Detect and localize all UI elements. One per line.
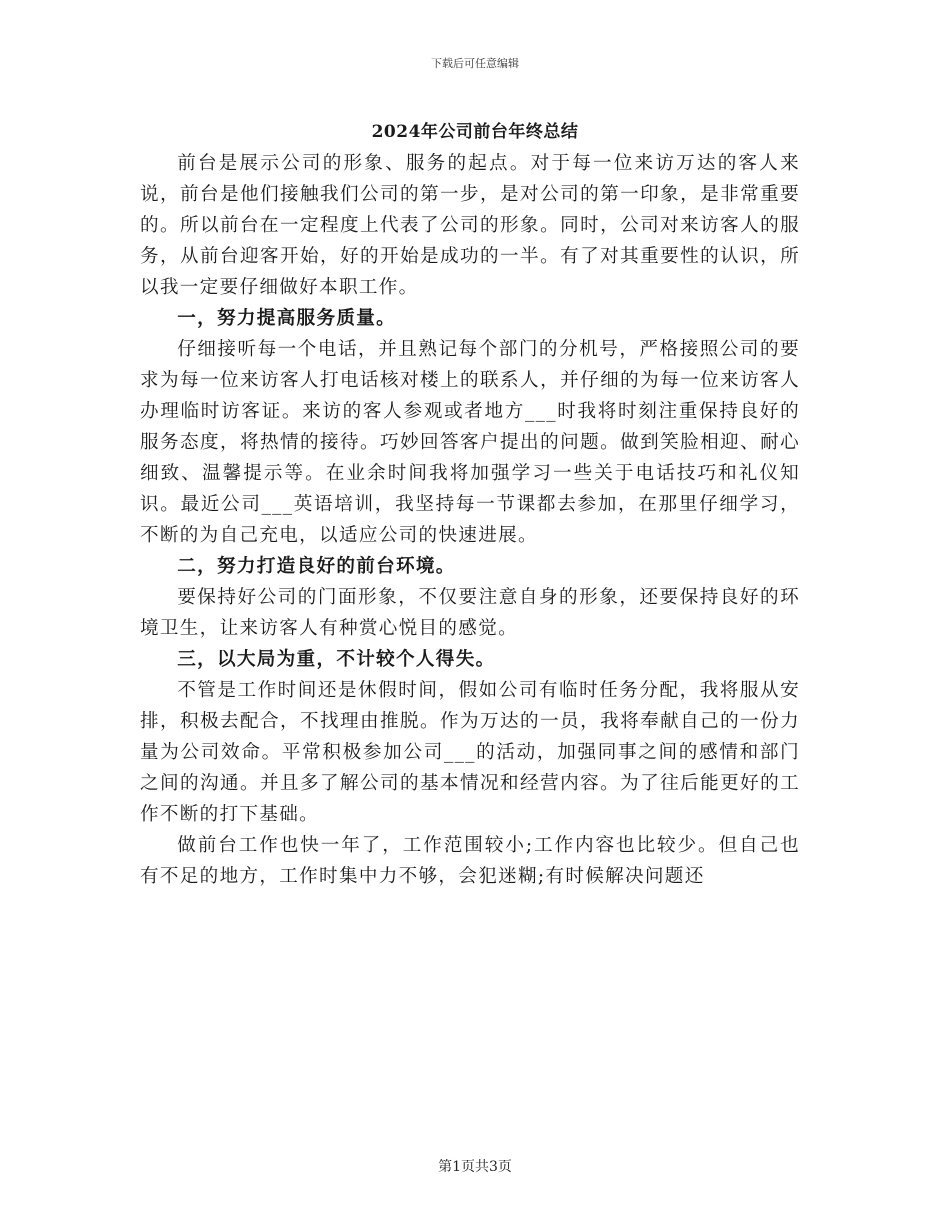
paragraph-section-2: 要保持好公司的门面形象，不仅要注意自身的形象，还要保持良好的环境卫生，让来访客人有种赏心悦目的感觉。: [140, 587, 800, 639]
paragraph-section-1: 仔细接听每一个电话，并且熟记每个部门的分机号，严格接照公司的要求为每一位来访客人打电话核对楼上的联系人，并仔细的为每一位来访客人办理临时访客证。来访的客人参观或者地方___时我将时刻注重保持良好的服务态度，将热情的接待。巧妙回答客户提出的问题。做到笑脸相迎、耐心细致、温馨提示等。在业余时间我将加强学习一些关于电话技巧和礼仪知识。最近公司___英语培训，我坚持每一节课都去参加，在那里仔细学习，不断的为自己充电，以适应公司的快速进展。: [140, 339, 800, 546]
document-body: [140, 148, 800, 892]
paragraph-intro: 前台是展示公司的形象、服务的起点。对于每一位来访万达的客人来说，前台是他们接触我们公司的第一步，是对公司的第一印象，是非常重要的。所以前台在一定程度上代表了公司的形象。同时，公司对来访客人的服务，从前台迎客开始，好的开始是成功的一半。有了对其重要性的认识，所以我一定要仔细做好本职工作。: [140, 153, 800, 298]
paragraph-closing: 做前台工作也快一年了，工作范围较小;工作内容也比较少。但自己也有不足的地方，工作时集中力不够，会犯迷糊;有时候解决问题还: [140, 835, 800, 887]
paragraph-section-3: 不管是工作时间还是休假时间，假如公司有临时任务分配，我将服从安排，积极去配合，不找理由推脱。作为万达的一员，我将奉献自己的一份力量为公司效命。平常积极参加公司___的活动，加强同事之间的感情和部门之间的沟通。并且多了解公司的基本情况和经营内容。为了往后能更好的工作不断的打下基础。: [140, 680, 800, 825]
document-title: 2024年公司前台年终总结: [371, 122, 579, 142]
section-heading-3: 三，以大局为重，不计较个人得失。: [177, 649, 496, 670]
section-heading-1: 一，努力提高服务质量。: [177, 308, 397, 329]
header-note: 下载后可任意编辑: [431, 57, 519, 70]
section-heading-2: 二，努力打造良好的前台环境。: [177, 556, 456, 577]
page-number-footer: 第1页共3页: [438, 1159, 512, 1175]
